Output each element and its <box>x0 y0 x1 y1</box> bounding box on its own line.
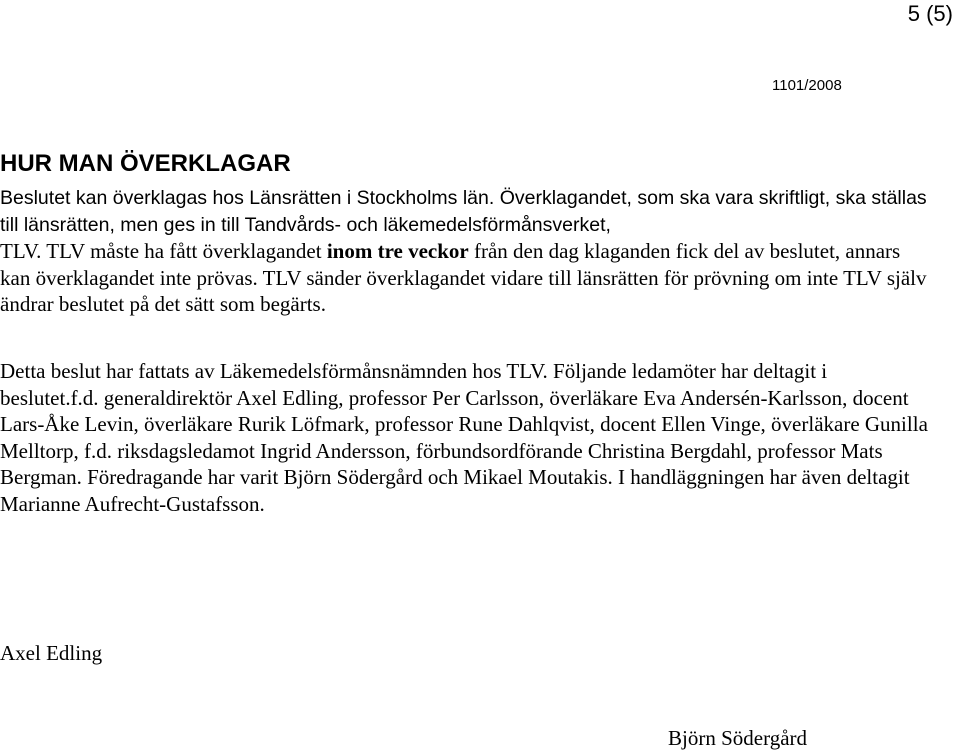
appeal-text-before: TLV. TLV måste ha fått överklagandet <box>0 239 327 263</box>
appeal-instructions <box>0 238 930 318</box>
document-reference: 1101/2008 <box>772 77 842 94</box>
appeal-deadline: inom tre veckor <box>326 239 469 263</box>
signature-chair: Axel Edling <box>0 641 103 665</box>
appeal-text-after: från den dag klaganden fick del av beslutet, annars kan överklagandet inte prövas. TLV sänder överklagandet vidare till länsrätten för prövning om inte TLV själv ändrar beslutet på det sätt som begärts. <box>0 239 927 317</box>
appeal-heading: HUR MAN ÖVERKLAGAR <box>0 150 291 177</box>
appeal-intro: Beslutet kan överklagas hos Länsrätten i Stockholms län. Överklagandet, som ska vara skriftligt, ska ställas till länsrätten, men ges in till Tandvårds- och läkemedelsförmånsverket, <box>0 187 927 236</box>
page-number: 5 (5) <box>907 1 953 26</box>
signature-rapporteur: Björn Södergård <box>668 726 808 750</box>
decision-paragraph: Detta beslut har fattats av Läkemedelsförmånsnämnden hos TLV. Följande ledamöter har deltagit i beslutet.f.d. generaldirektör Axel Edling, professor Per Carlsson, överläkare Eva Andersén-Karlsson, docent Lars-Åke Levin, överläkare Rurik Löfmark, professor Rune Dahlqvist, docent Ellen Vinge, överläkare Gunilla Melltorp, f.d. riksdagsledamot Ingrid Andersson, förbundsordförande Christina Bergdahl, professor Mats Bergman. Föredragande har varit Björn Södergård och Mikael Moutakis. I handläggningen har även deltagit Marianne Aufrecht-Gustafsson. <box>0 359 928 516</box>
